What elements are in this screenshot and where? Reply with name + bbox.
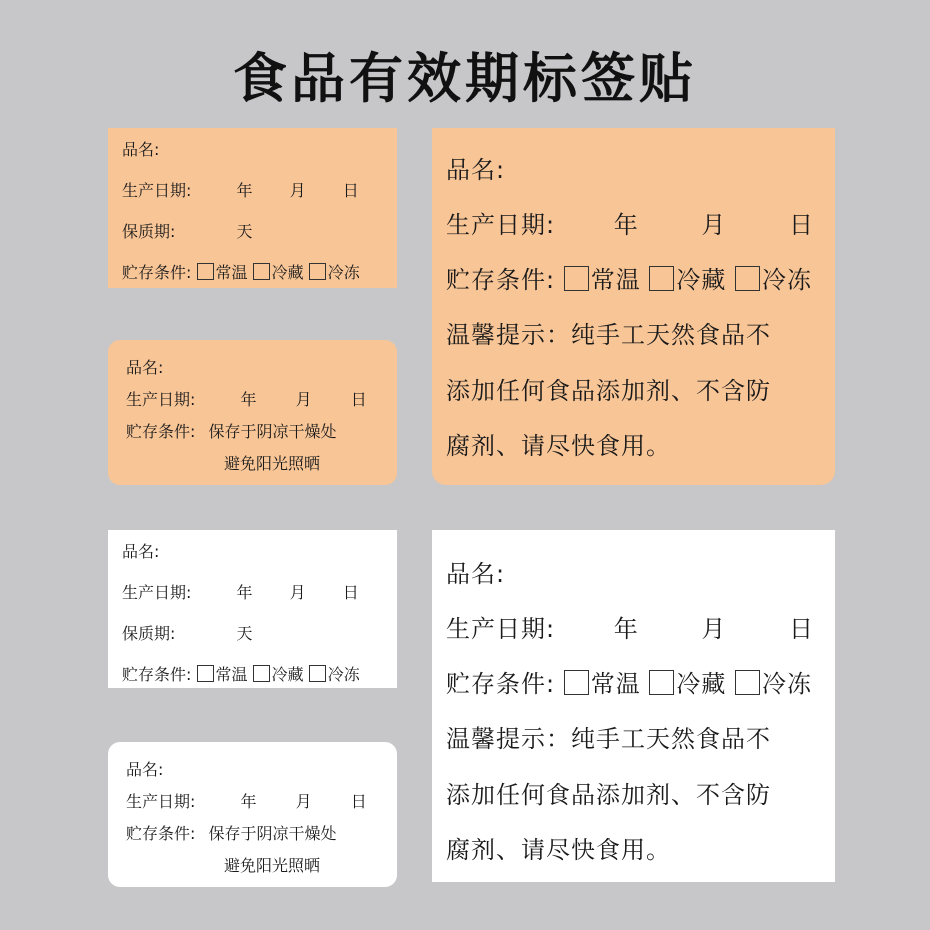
tip-row-2: [446, 371, 771, 406]
date-row: [446, 609, 814, 644]
tip-line-3: 腐剂、请尽快食用。: [446, 432, 671, 460]
name-label: 品名:: [446, 560, 506, 588]
name-label: 品名:: [126, 760, 164, 779]
month-label: 月: [289, 583, 306, 602]
date-row: [122, 178, 359, 201]
opt-frozen-label: 冷冻: [327, 263, 360, 282]
checkbox-room[interactable]: [197, 263, 214, 280]
name-label: 品名:: [126, 358, 164, 377]
storage-note-row: [224, 853, 320, 876]
date-row: [122, 580, 359, 603]
name-row: [122, 539, 159, 562]
name-row: [446, 150, 505, 185]
tip-line-2: 添加任何食品添加剂、不含防: [446, 377, 771, 405]
day-label: 日: [789, 615, 815, 643]
name-row: [126, 355, 163, 378]
shelf-life-label: 保质期:: [122, 222, 176, 241]
days-label: 天: [236, 222, 253, 241]
year-label: 年: [613, 211, 639, 239]
label-orange-small-a: [108, 128, 397, 288]
name-row: [446, 554, 505, 589]
storage-row: [446, 664, 812, 699]
storage-row: [126, 821, 337, 844]
day-label: 日: [342, 181, 359, 200]
month-label: 月: [289, 181, 306, 200]
storage-label: 贮存条件:: [122, 665, 192, 684]
label-white-large: [432, 530, 835, 882]
opt-fridge-label: 冷藏: [271, 665, 304, 684]
label-orange-small-b: [108, 340, 397, 485]
checkbox-frozen[interactable]: [309, 263, 326, 280]
month-label: 月: [701, 211, 727, 239]
name-label: 品名:: [446, 156, 506, 184]
date-row: [126, 789, 367, 812]
month-label: 月: [701, 615, 727, 643]
opt-room-label: 常温: [590, 266, 641, 294]
opt-frozen-label: 冷冻: [762, 266, 813, 294]
date-row: [446, 205, 814, 240]
storage-note-1: 保存于阴凉干燥处: [208, 824, 337, 843]
year-label: 年: [240, 390, 257, 409]
checkbox-fridge[interactable]: [649, 266, 674, 291]
checkbox-room[interactable]: [564, 266, 589, 291]
checkbox-room[interactable]: [564, 670, 589, 695]
day-label: 日: [350, 792, 367, 811]
page-title: 食品有效期标签贴: [233, 47, 697, 110]
storage-row: [446, 260, 812, 295]
year-label: 年: [240, 792, 257, 811]
year-label: 年: [236, 181, 253, 200]
storage-note-row: [224, 451, 320, 474]
tip-line-1: 温馨提示：纯手工天然食品不: [446, 321, 771, 349]
year-label: 年: [236, 583, 253, 602]
tip-row-2: [446, 775, 771, 810]
storage-row: [122, 260, 360, 283]
opt-fridge-label: 冷藏: [271, 263, 304, 282]
tip-line-1: 温馨提示：纯手工天然食品不: [446, 725, 771, 753]
storage-row: [126, 419, 337, 442]
storage-label: 贮存条件:: [122, 263, 192, 282]
storage-label: 贮存条件:: [126, 422, 196, 441]
opt-room-label: 常温: [590, 670, 641, 698]
production-date-label: 生产日期:: [122, 181, 192, 200]
checkbox-frozen[interactable]: [309, 665, 326, 682]
storage-row: [122, 662, 360, 685]
label-orange-large: [432, 128, 835, 485]
opt-fridge-label: 冷藏: [676, 670, 727, 698]
storage-note-1: 保存于阴凉干燥处: [208, 422, 337, 441]
checkbox-frozen[interactable]: [735, 266, 760, 291]
checkbox-frozen[interactable]: [735, 670, 760, 695]
tip-line-2: 添加任何食品添加剂、不含防: [446, 781, 771, 809]
tip-row-1: [446, 719, 771, 754]
day-label: 日: [350, 390, 367, 409]
opt-room-label: 常温: [215, 665, 248, 684]
day-label: 日: [789, 211, 815, 239]
day-label: 日: [342, 583, 359, 602]
tip-line-3: 腐剂、请尽快食用。: [446, 836, 671, 864]
name-row: [122, 137, 159, 160]
storage-note-2: 避免阳光照晒: [224, 856, 321, 875]
opt-frozen-label: 冷冻: [762, 670, 813, 698]
production-date-label: 生产日期:: [122, 583, 192, 602]
storage-label: 贮存条件:: [446, 266, 556, 294]
shelf-life-row: [122, 621, 253, 644]
tip-row-3: [446, 830, 671, 865]
name-label: 品名:: [122, 140, 160, 159]
days-label: 天: [236, 624, 253, 643]
opt-fridge-label: 冷藏: [676, 266, 727, 294]
checkbox-room[interactable]: [197, 665, 214, 682]
production-date-label: 生产日期:: [126, 792, 196, 811]
opt-room-label: 常温: [215, 263, 248, 282]
name-label: 品名:: [122, 542, 160, 561]
tip-row-1: [446, 315, 771, 350]
shelf-life-row: [122, 219, 253, 242]
tip-row-3: [446, 426, 671, 461]
checkbox-fridge[interactable]: [253, 263, 270, 280]
label-white-small-a: [108, 530, 397, 688]
name-row: [126, 757, 163, 780]
opt-frozen-label: 冷冻: [327, 665, 360, 684]
production-date-label: 生产日期:: [446, 211, 556, 239]
checkbox-fridge[interactable]: [649, 670, 674, 695]
date-row: [126, 387, 367, 410]
storage-label: 贮存条件:: [126, 824, 196, 843]
checkbox-fridge[interactable]: [253, 665, 270, 682]
month-label: 月: [295, 390, 312, 409]
shelf-life-label: 保质期:: [122, 624, 176, 643]
year-label: 年: [613, 615, 639, 643]
month-label: 月: [295, 792, 312, 811]
storage-note-2: 避免阳光照晒: [224, 454, 321, 473]
label-white-small-b: [108, 742, 397, 887]
production-date-label: 生产日期:: [446, 615, 556, 643]
storage-label: 贮存条件:: [446, 670, 556, 698]
production-date-label: 生产日期:: [126, 390, 196, 409]
